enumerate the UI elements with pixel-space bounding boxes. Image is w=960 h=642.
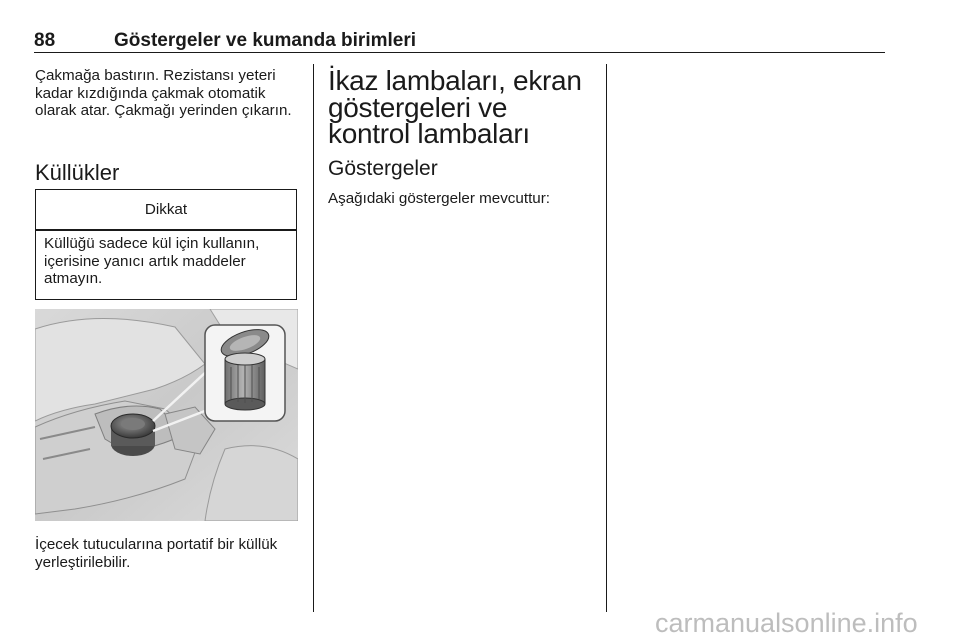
gauges-subheading: Göstergeler: [328, 157, 438, 180]
ashtray-heading: Küllükler: [35, 160, 120, 185]
header-rule: [34, 52, 885, 53]
caution-divider: [36, 229, 296, 231]
column-divider-right: [606, 64, 607, 612]
watermark: carmanualsonline.info: [655, 608, 918, 638]
caution-box: [35, 189, 297, 300]
gauges-intro: Aşağıdaki göstergeler mevcuttur:: [328, 190, 551, 207]
page-header: [34, 30, 885, 52]
section-heading: İkaz lambaları, ekran göstergeleri ve kontrol lambaları: [328, 65, 582, 149]
page-number: 88: [34, 30, 56, 51]
lighter-instructions: Çakmağa bastırın. Rezistansı yeteri kadar kızdığında çakmak otomatik olarak atar. Çakmağı yerinden çıkarın.: [35, 67, 292, 119]
ashtray-caption: İçecek tutucularına portatif bir küllük yerleştirilebilir.: [35, 536, 278, 571]
caution-text: Küllüğü sadece kül için kullanın, içerisine yanıcı artık maddeler atmayın.: [44, 235, 260, 287]
chapter-title: Göstergeler ve kumanda birimleri: [114, 30, 417, 51]
ashtray-illustration: [35, 309, 298, 521]
caution-title: Dikkat: [144, 201, 188, 218]
column-divider-left: [313, 64, 314, 612]
